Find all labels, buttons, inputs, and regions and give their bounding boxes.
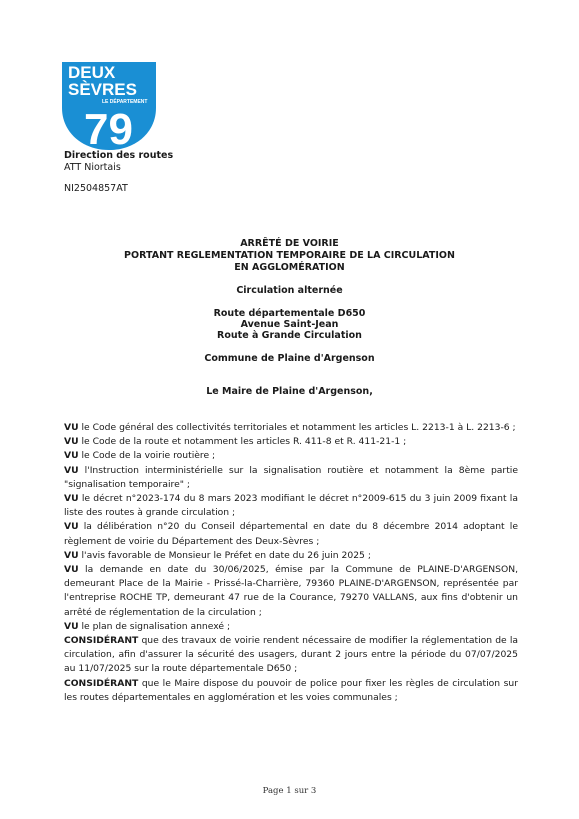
title-line-1: ARRÊTÉ DE VOIRIE (240, 238, 339, 249)
clause-text: l'Instruction interministérielle sur la signalisation routière et notamment la 8ème partie "signalisation temporaire" ; (64, 464, 518, 490)
clause-keyword: VU (64, 564, 79, 576)
clause-keyword: VU (64, 521, 79, 533)
clause-text: le plan de signalisation annexé ; (78, 620, 231, 632)
clause (64, 520, 518, 548)
clause-text: le Code de la voirie routière ; (78, 450, 216, 462)
clause (64, 563, 518, 620)
subject-classification: Route à Grande Circulation (217, 330, 362, 341)
subject-road: Route départementale D650 (213, 308, 366, 319)
clause (64, 421, 518, 435)
clause (64, 620, 518, 634)
clause-text: le Code de la route et notamment les articles R. 411-8 et R. 411-21-1 ; (78, 436, 407, 448)
clause-text: la délibération n°20 du Conseil départemental en date du 8 décembre 2014 adoptant le règlement de voirie du Département des Deux-Sèvres ; (64, 521, 518, 547)
clause-keyword: VU (64, 464, 79, 476)
clauses (64, 421, 518, 705)
logo-line1: DEUX (68, 63, 116, 82)
authority-line: Le Maire de Plaine d'Argenson, (206, 386, 373, 397)
title-line-3: EN AGGLOMÉRATION (234, 262, 345, 273)
department-name: Direction des routes (64, 150, 174, 161)
reference-number: NI2504857AT (64, 183, 128, 194)
clause (64, 435, 518, 449)
clause-keyword: VU (64, 549, 79, 561)
clause-keyword: VU (64, 493, 79, 505)
clause (64, 634, 518, 677)
logo-subtitle: LE DÉPARTEMENT (102, 99, 148, 105)
clause-keyword: VU (64, 436, 79, 448)
subject-type: Circulation alternée (236, 285, 343, 296)
deux-sevres-logo (62, 62, 156, 150)
clause-keyword: VU (64, 620, 79, 632)
clause-text: l'avis favorable de Monsieur le Préfet en date du 26 juin 2025 ; (78, 549, 371, 561)
logo-line2: SÈVRES (68, 80, 137, 99)
page-number: Page 1 sur 3 (262, 786, 317, 796)
clause-keyword: VU (64, 450, 79, 462)
clause (64, 449, 518, 463)
clause-text: la demande en date du 30/06/2025, émise par la Commune de PLAINE-D'ARGENSON, demeurant Place de la Mairie - Prissé-la-Charrière, 79360 PLAINE-D'ARGENSON, représentée par l'entreprise ROCHE TP, demeurant 47 rue de la Courance, 79270 VALLANS, aux fins d'obtenir un arrêté de réglementation de la circulation ; (64, 564, 518, 618)
clause-text: que le Maire dispose du pouvoir de police pour fixer les règles de circulation sur les routes départementales en agglomération et les voies communales ; (64, 677, 518, 703)
subject-commune: Commune de Plaine d'Argenson (204, 353, 375, 364)
deux-sevres-logo-graphic (62, 62, 156, 150)
subject-street: Avenue Saint-Jean (240, 319, 339, 330)
clause (64, 492, 518, 520)
clause-text: le Code général des collectivités territoriales et notamment les articles L. 2213-1 à L. 2213-6 ; (78, 422, 516, 433)
clause-keyword: CONSIDÉRANT (64, 677, 139, 689)
logo-number: 79 (84, 105, 133, 150)
clause-text: que des travaux de voirie rendent nécessaire de modifier la réglementation de la circulation, afin d'assurer la sécurité des usagers, durant 2 jours entre la période du 07/07/2025 au 11/07/2025 sur la route départementale D650 ; (64, 635, 518, 675)
clause-text: le décret n°2023-174 du 8 mars 2023 modifiant le décret n°2009-615 du 3 juin 2009 fixant la liste des routes à grande circulation ; (64, 493, 518, 519)
clause (64, 549, 518, 563)
clause-keyword: VU (64, 422, 79, 433)
clause-keyword: CONSIDÉRANT (64, 635, 139, 647)
clause (64, 464, 518, 492)
title-line-2: PORTANT REGLEMENTATION TEMPORAIRE DE LA CIRCULATION (124, 250, 455, 261)
issuer-block (64, 150, 173, 174)
office-name: ATT Niortais (64, 162, 121, 173)
clause (64, 677, 518, 705)
